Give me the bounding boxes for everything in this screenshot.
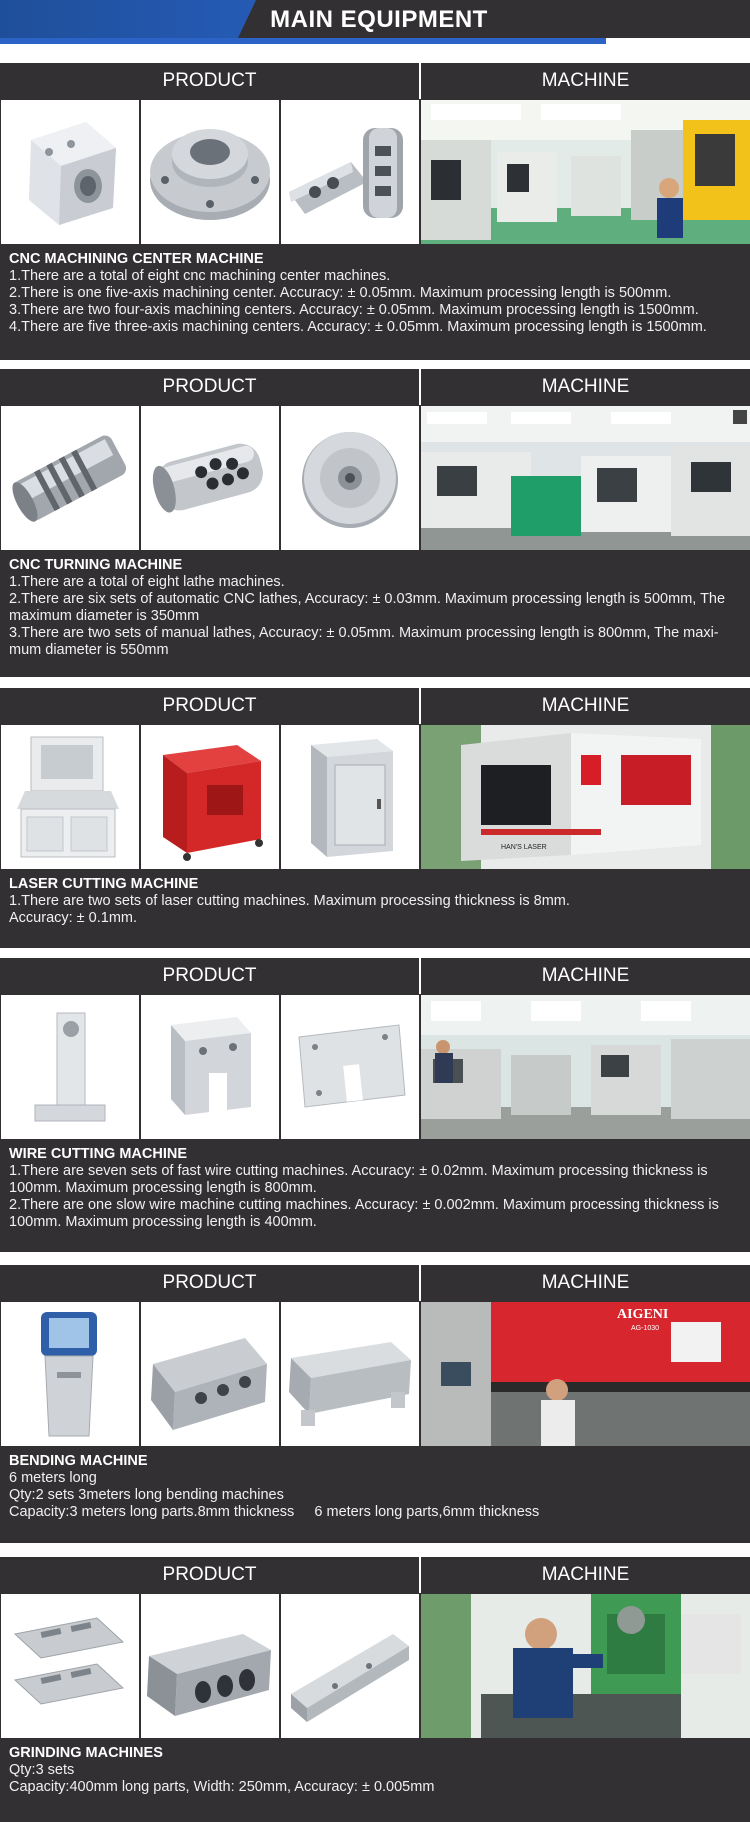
section-heading: CNC TURNING MACHINE	[9, 557, 183, 573]
product-photo-t-bracket	[1, 995, 139, 1139]
section-grinding	[0, 1557, 750, 1822]
spec-line: 1.There are a total of eight cnc machining center machines.	[9, 268, 391, 284]
spec-line: 3.There are two four-axis machining centers. Accuracy: ± 0.05mm. Maximum processing length is 1500mm.	[9, 302, 699, 318]
product-photo-metal-box	[281, 725, 419, 869]
main-equipment-banner	[0, 0, 750, 44]
product-photo-pulley-disc	[281, 406, 419, 550]
spec-line: 2.There is one five-axis machining center. Accuracy: ± 0.05mm. Maximum processing length is 500mm.	[9, 285, 672, 301]
section-heading: GRINDING MACHINES	[9, 1745, 163, 1761]
spec-line: 1.There are two sets of laser cutting machines. Maximum processing thickness is 8mm.	[9, 893, 570, 909]
machine-photo-press-brake	[421, 1302, 750, 1446]
spec-line: 3.There are two sets of manual lathes, Accuracy: ± 0.05mm. Maximum processing length is 800mm, The maxi-mum diameter is 550mm	[9, 625, 719, 658]
product-photo-ground-plates	[1, 1594, 139, 1738]
column-header-row	[0, 958, 750, 994]
bending-brand-text: AIGENI	[617, 1307, 669, 1322]
column-header-row	[0, 369, 750, 405]
spec-line: Accuracy: ± 0.1mm.	[9, 910, 138, 926]
product-column-label: PRODUCT	[0, 369, 419, 405]
product-photo-ground-bar	[281, 1594, 419, 1738]
banner-underline	[0, 38, 606, 44]
machine-photo-cnc-lathes	[421, 406, 750, 550]
product-column-label: PRODUCT	[0, 688, 419, 724]
column-header-row	[0, 63, 750, 99]
product-column-label: PRODUCT	[0, 958, 419, 994]
spec-line: 1.There are seven sets of fast wire cutting machines. Accuracy: ± 0.02mm. Maximum processing thickness is 100mm. Maximum processing length is 800mm.	[9, 1163, 708, 1196]
section-description	[9, 1453, 745, 1521]
machine-column-label: MACHINE	[421, 688, 750, 724]
image-row	[0, 994, 750, 1140]
column-header-row	[0, 1557, 750, 1593]
machine-column-label: MACHINE	[421, 63, 750, 99]
image-row	[0, 405, 750, 551]
page-title: MAIN EQUIPMENT	[270, 6, 488, 33]
section-cnc-turning	[0, 369, 750, 677]
section-laser-cutting	[0, 688, 750, 948]
section-cnc-machining	[0, 63, 750, 360]
product-photo-ground-block	[141, 1594, 279, 1738]
product-photo-flat-plate	[281, 995, 419, 1139]
product-photo-kiosk	[1, 1302, 139, 1446]
product-column-label: PRODUCT	[0, 1557, 419, 1593]
machine-column-label: MACHINE	[421, 958, 750, 994]
bending-model-text: AG-1030	[631, 1325, 660, 1332]
product-column-label: PRODUCT	[0, 63, 419, 99]
machine-photo-laser-cutter	[421, 725, 750, 869]
product-photo-flange-part	[141, 100, 279, 244]
spec-line: 4.There are five three-axis machining centers. Accuracy: ± 0.05mm. Maximum processing length is 1500mm.	[9, 319, 707, 335]
section-description	[9, 1146, 745, 1231]
spec-line: Capacity:400mm long parts, Width: 250mm, Accuracy: ± 0.005mm	[9, 1779, 435, 1795]
machine-photo-wire-cutting-workshop	[421, 995, 750, 1139]
product-photo-perforated-tube	[141, 406, 279, 550]
image-row	[0, 1593, 750, 1739]
image-row	[0, 724, 750, 870]
product-photo-threaded-shaft	[1, 406, 139, 550]
section-description	[9, 251, 745, 336]
section-heading: WIRE CUTTING MACHINE	[9, 1146, 188, 1162]
machine-photo-grinder	[421, 1594, 750, 1738]
machine-photo-cnc-workshop	[421, 100, 750, 244]
column-header-row	[0, 688, 750, 724]
machine-column-label: MACHINE	[421, 1557, 750, 1593]
section-heading: BENDING MACHINE	[9, 1453, 148, 1469]
product-column-label: PRODUCT	[0, 1265, 419, 1301]
section-description	[9, 876, 745, 927]
column-header-row	[0, 1265, 750, 1301]
product-photo-slotted-block	[141, 995, 279, 1139]
product-photo-white-cabinet	[1, 725, 139, 869]
product-photo-bent-channel	[141, 1302, 279, 1446]
section-bending	[0, 1265, 750, 1543]
section-heading: CNC MACHINING CENTER MACHINE	[9, 251, 264, 267]
spec-line: Capacity:3 meters long parts.8mm thickness 6 meters long parts,6mm thickness	[9, 1504, 540, 1520]
product-photo-bent-tray	[281, 1302, 419, 1446]
image-row	[0, 99, 750, 245]
section-heading: LASER CUTTING MACHINE	[9, 876, 199, 892]
section-description	[9, 557, 745, 659]
machine-column-label: MACHINE	[421, 1265, 750, 1301]
section-wire-cutting	[0, 958, 750, 1252]
spec-line: Qty:2 sets 3meters long bending machines	[9, 1487, 284, 1503]
machine-column-label: MACHINE	[421, 369, 750, 405]
laser-brand-text: HAN'S LASER	[501, 844, 547, 851]
product-photo-red-enclosure	[141, 725, 279, 869]
spec-line: 1.There are a total of eight lathe machines.	[9, 574, 285, 590]
spec-line: 2.There are one slow wire machine cutting machines. Accuracy: ± 0.002mm. Maximum processing thickness is 100mm. Maximum processing length is 400mm.	[9, 1197, 719, 1230]
section-description	[9, 1745, 745, 1796]
spec-line: Qty:3 sets	[9, 1762, 75, 1778]
spec-line: 6 meters long	[9, 1470, 97, 1486]
product-photo-aluminum-block	[1, 100, 139, 244]
product-photo-shaft-coupling	[281, 100, 419, 244]
image-row	[0, 1301, 750, 1447]
spec-line: 2.There are six sets of automatic CNC lathes, Accuracy: ± 0.03mm. Maximum processing length is 500mm, The maximum diameter is 350mm	[9, 591, 726, 624]
